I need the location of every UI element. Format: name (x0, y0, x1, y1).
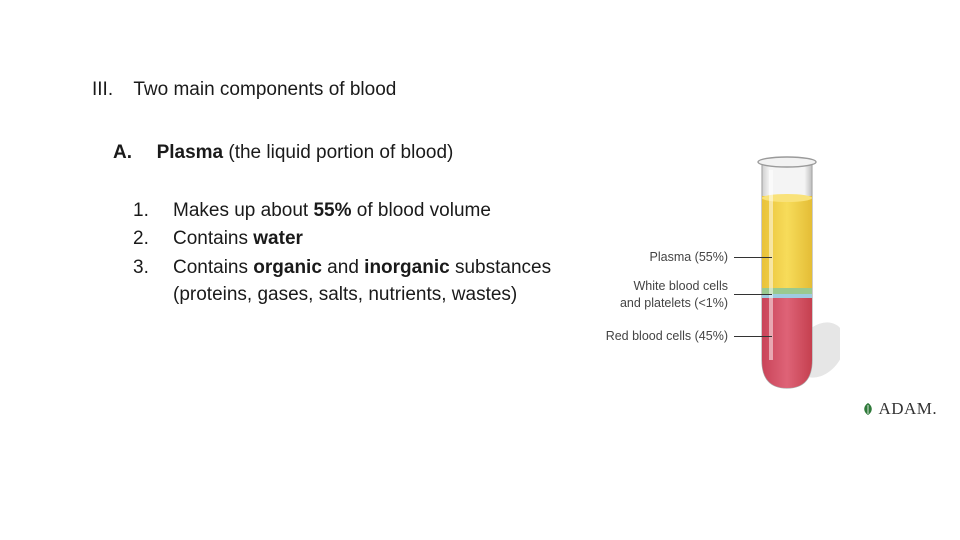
item-text: substances (449, 257, 552, 278)
rbc-leader-line (734, 336, 772, 337)
section-numeral: III. (92, 79, 114, 100)
item-text: Contains (173, 228, 254, 249)
subsection-heading (113, 142, 453, 164)
section-heading (92, 79, 396, 101)
wbc-leader-line (734, 294, 772, 295)
item-number: 3. (133, 257, 149, 278)
item-text: Makes up about (173, 200, 314, 221)
plasma-label: Plasma (55%) (649, 250, 728, 264)
wbc-label-line1: White blood cells (633, 279, 728, 293)
item-bold: organic (253, 257, 322, 278)
item-number: 1. (133, 200, 149, 221)
subsection-letter: A. (113, 142, 132, 163)
list-item (133, 200, 491, 222)
item-number: 2. (133, 228, 149, 249)
wbc-label-line2: and platelets (<1%) (619, 296, 728, 310)
logo-text: ADAM. (878, 399, 938, 418)
item-text: of blood volume (351, 200, 491, 221)
item-bold: water (253, 228, 303, 249)
adam-logo (862, 399, 937, 419)
plasma-term: Plasma (156, 142, 224, 163)
item-text: Contains (173, 257, 254, 278)
plasma-leader-line (734, 257, 772, 258)
list-item (133, 228, 303, 250)
subsection-rest: (the liquid portion of blood) (223, 142, 454, 163)
item-text: and (321, 257, 365, 278)
test-tube-illustration (720, 150, 840, 400)
tube-rim (758, 157, 816, 167)
list-item (133, 257, 551, 279)
item-bold: 55% (313, 200, 352, 221)
item-bold: inorganic (364, 257, 450, 278)
list-item-continuation: (proteins, gases, salts, nutrients, wastes) (173, 284, 518, 305)
section-title: Two main components of blood (133, 79, 397, 100)
leaf-icon (862, 402, 874, 416)
rbc-label: Red blood cells (45%) (605, 329, 728, 343)
